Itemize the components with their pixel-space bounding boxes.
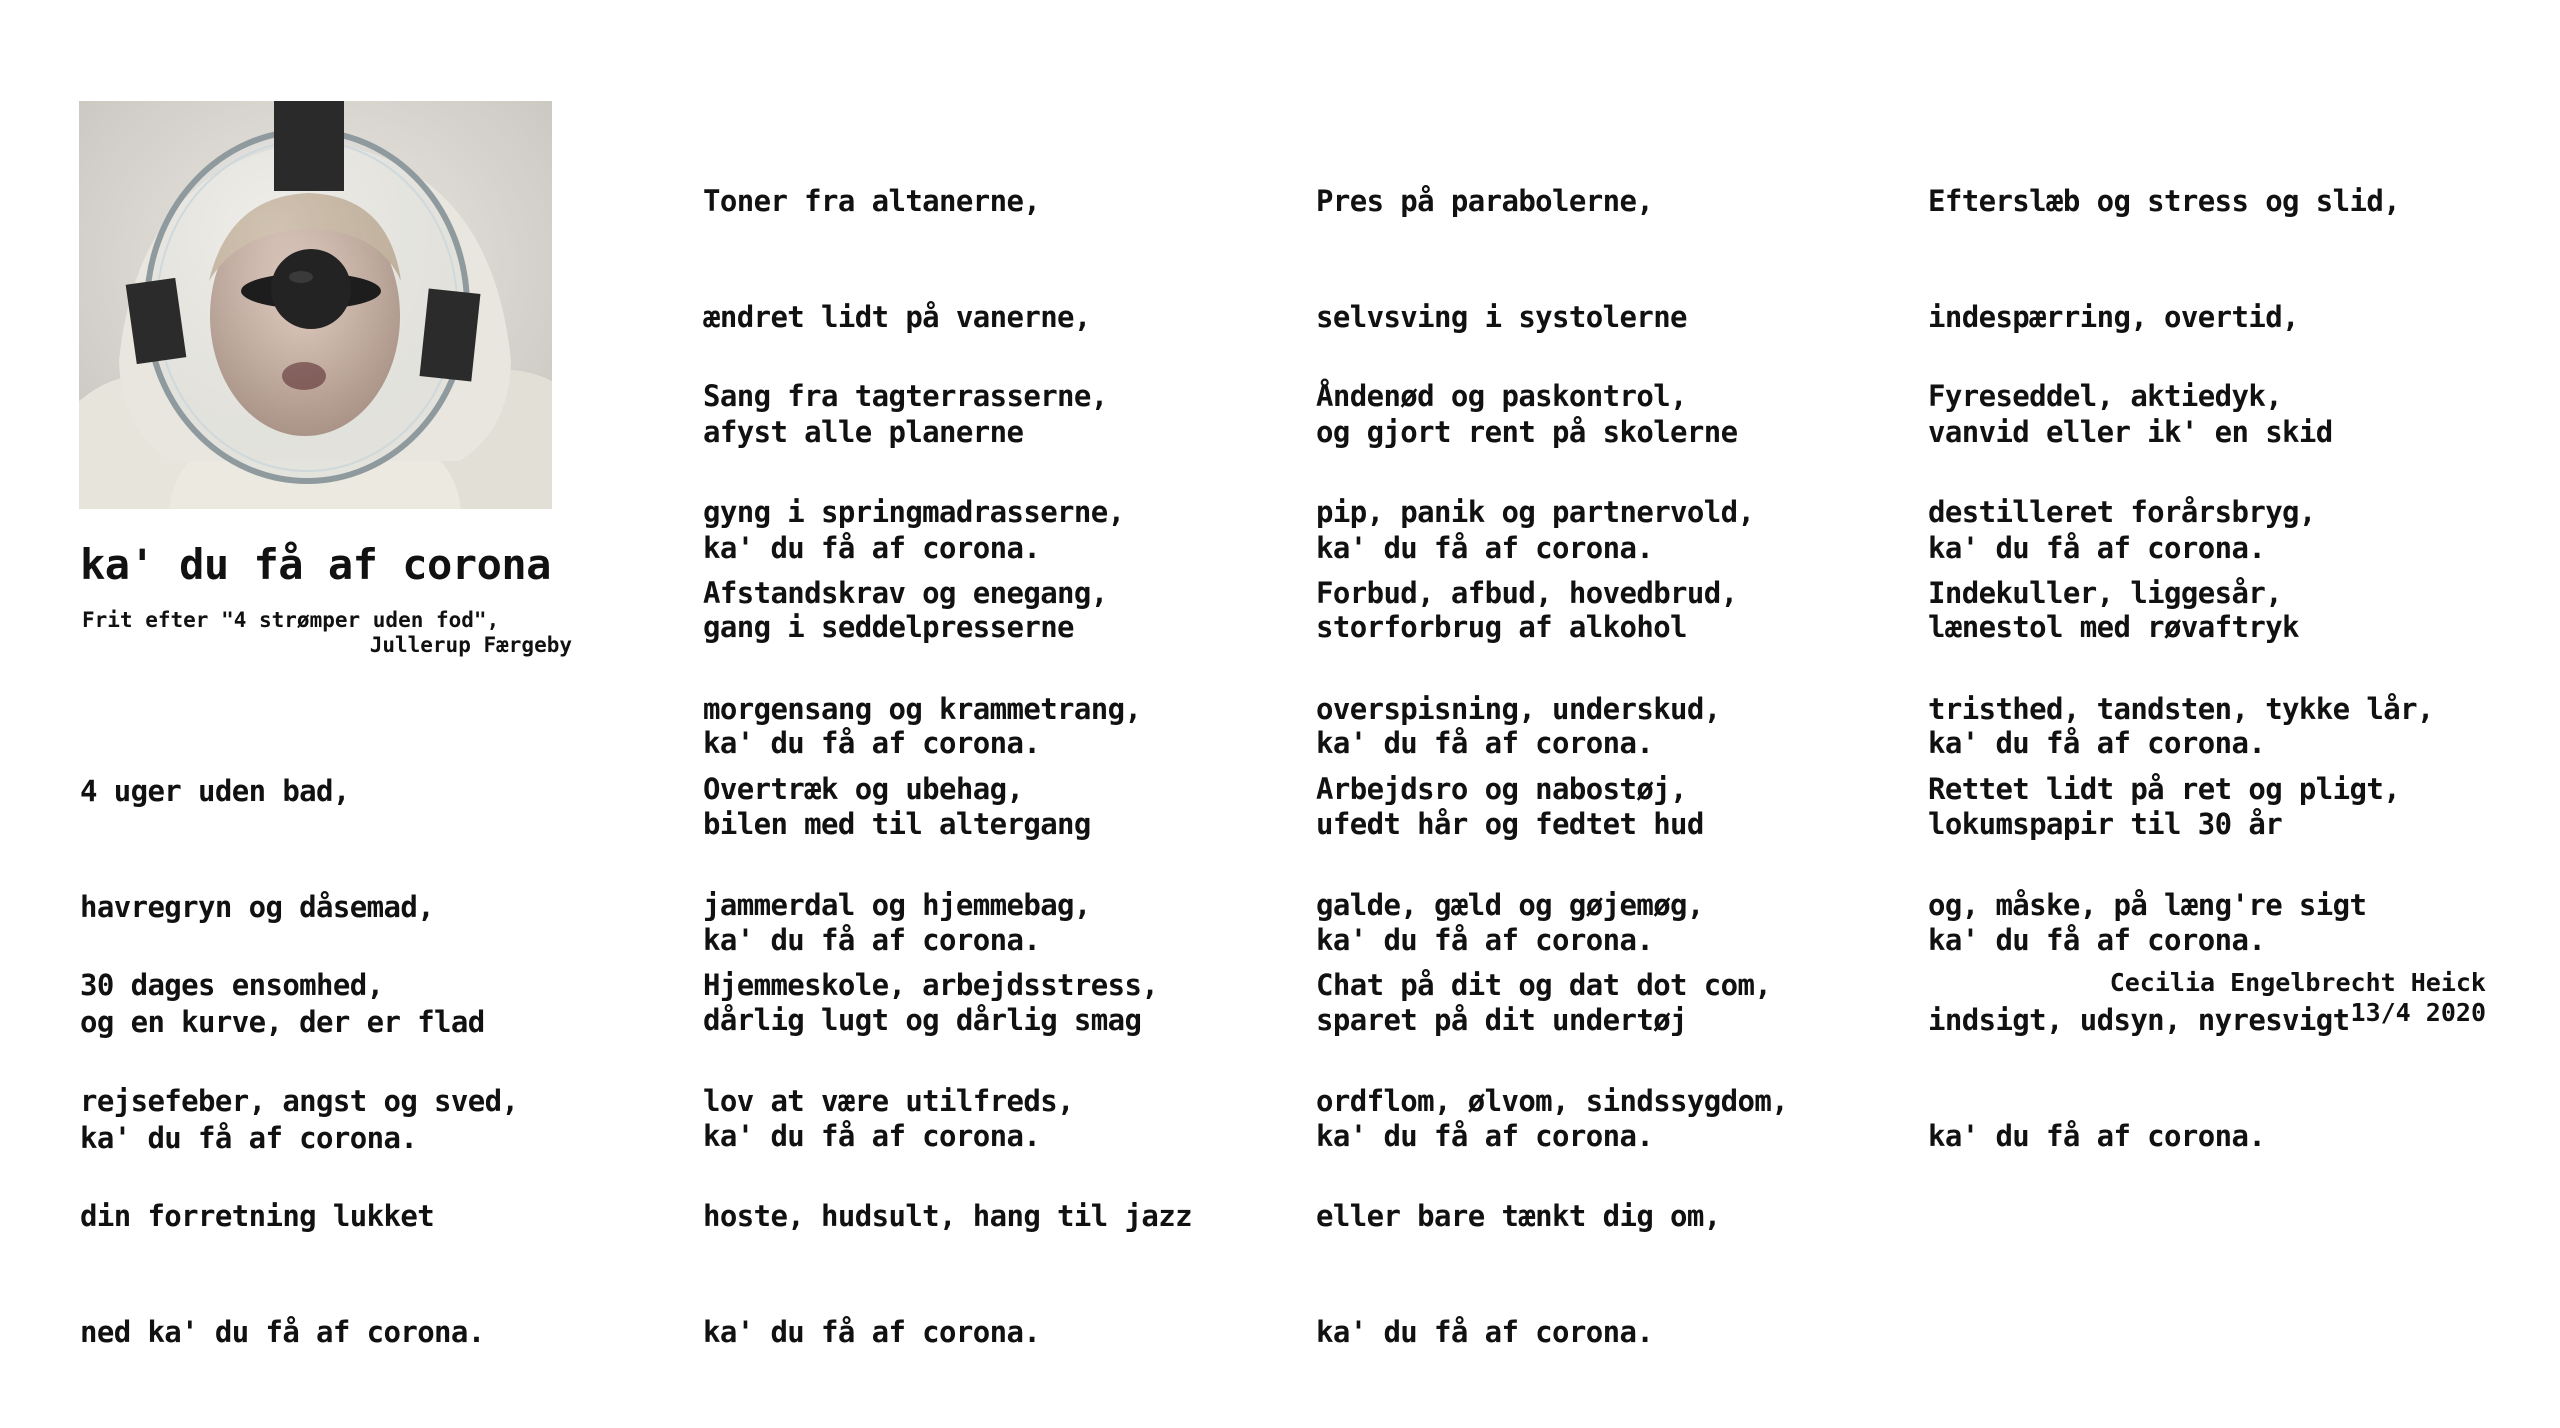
poem-date: 13/4 2020 bbox=[2350, 998, 2486, 1027]
verse-line: Efterslæb og stress og slid, bbox=[1928, 184, 2401, 218]
verse-line: Forbud, afbud, hovedbrud, bbox=[1316, 576, 1738, 610]
verse-line: lokumspapir til 30 år bbox=[1928, 807, 2283, 841]
verse-line: lov at være utilfreds, bbox=[703, 1083, 1074, 1118]
verse-line: indespærring, overtid, bbox=[1928, 299, 2299, 334]
verse-line: Chat på dit og dat dot com, bbox=[1316, 968, 1772, 1002]
verse-line: jammerdal og hjemmebag, bbox=[703, 887, 1091, 922]
stanza bbox=[1928, 693, 2400, 1232]
stanza bbox=[703, 889, 1192, 1428]
verse-line: ka' du få af corona. bbox=[703, 725, 1041, 760]
verse-line: havregryn og dåsemad, bbox=[80, 889, 435, 924]
poem-subtitle bbox=[82, 608, 572, 658]
verse-line: ned ka' du få af corona. bbox=[80, 1314, 485, 1349]
verse-line: overspisning, underskud, bbox=[1316, 691, 1721, 726]
verse-line: afyst alle planerne bbox=[703, 415, 1024, 449]
subtitle-line-1: Frit efter "4 strømper uden fod", bbox=[82, 608, 500, 632]
verse-line: Arbejdsro og nabostøj, bbox=[1316, 772, 1687, 806]
subtitle-line-2: Jullerup Færgeby bbox=[369, 633, 572, 657]
verse-line: selvsving i systolerne bbox=[1316, 299, 1687, 334]
verse-line: ka' du få af corona. bbox=[1316, 530, 1654, 565]
verse-line: ka' du få af corona. bbox=[703, 1118, 1041, 1153]
verse-line: Afstandskrav og enegang, bbox=[703, 576, 1108, 610]
stanza bbox=[80, 889, 518, 1428]
verse-line: sparet på dit undertøj bbox=[1316, 1003, 1687, 1037]
verse-line: Hjemmeskole, arbejdsstress, bbox=[703, 968, 1159, 1002]
verse-line: storforbrug af alkohol bbox=[1316, 610, 1687, 644]
verse-line: Sang fra tagterrasserne, bbox=[703, 379, 1108, 413]
verse-line: ka' du få af corona. bbox=[1316, 1118, 1654, 1153]
verse-line: ka' du få af corona. bbox=[1316, 1314, 1654, 1349]
verse-line: din forretning lukket bbox=[80, 1199, 435, 1233]
verse-line: lænestol med røvaftryk bbox=[1928, 610, 2299, 644]
signature bbox=[2110, 968, 2486, 1028]
verse-line: ka' du få af corona. bbox=[1316, 725, 1654, 760]
verse-line: Fyreseddel, aktiedyk, bbox=[1928, 379, 2283, 413]
person-in-protective-helmet-image bbox=[79, 101, 552, 509]
verse-line: ka' du få af corona. bbox=[1928, 1118, 2266, 1153]
verse-line: gang i seddelpresserne bbox=[703, 610, 1074, 644]
verse-line: Pres på parabolerne, bbox=[1316, 184, 1654, 218]
verse-line: Overtræk og ubehag, bbox=[703, 772, 1024, 806]
verse-line: indsigt, udsyn, nyresvigt bbox=[1928, 1003, 2350, 1037]
verse-line: Rettet lidt på ret og pligt, bbox=[1928, 772, 2401, 806]
verse-line: hoste, hudsult, hang til jazz bbox=[703, 1199, 1192, 1233]
verse-line: morgensang og krammetrang, bbox=[703, 691, 1142, 726]
verse-line: 4 uger uden bad, bbox=[80, 774, 350, 808]
verse-line: ufedt hår og fedtet hud bbox=[1316, 807, 1704, 841]
verse-line: ka' du få af corona. bbox=[1928, 530, 2266, 565]
verse-line: Indekuller, liggesår, bbox=[1928, 576, 2283, 610]
stanza bbox=[1316, 889, 1788, 1428]
verse-line: dårlig lugt og dårlig smag bbox=[703, 1003, 1142, 1037]
verse-line: galde, gæld og gøjemøg, bbox=[1316, 887, 1704, 922]
verse-line: tristhed, tandsten, tykke lår, bbox=[1928, 691, 2434, 726]
verse-line: ka' du få af corona. bbox=[703, 530, 1041, 565]
verse-line: ka' du få af corona. bbox=[1928, 725, 2266, 760]
poem-title: ka' du få af corona bbox=[80, 540, 551, 589]
verse-line: destilleret forårsbryg, bbox=[1928, 494, 2316, 529]
verse-line: og gjort rent på skolerne bbox=[1316, 415, 1738, 449]
verse-line: ordflom, ølvom, sindssygdom, bbox=[1316, 1083, 1789, 1118]
verse-line: gyng i springmadrasserne, bbox=[703, 494, 1125, 529]
verse-line: ka' du få af corona. bbox=[1928, 922, 2266, 957]
verse-line: vanvid eller ik' en skid bbox=[1928, 415, 2333, 449]
verse-line: rejsefeber, angst og sved, bbox=[80, 1083, 519, 1118]
verse-line: ka' du få af corona. bbox=[1316, 922, 1654, 957]
verse-line: bilen med til altergang bbox=[703, 807, 1091, 841]
verse-line: pip, panik og partnervold, bbox=[1316, 494, 1755, 529]
verse-line: Åndenød og paskontrol, bbox=[1316, 379, 1687, 413]
verse-line: 30 dages ensomhed, bbox=[80, 968, 384, 1002]
verse-line: Toner fra altanerne, bbox=[703, 184, 1041, 218]
verse-line: og en kurve, der er flad bbox=[80, 1005, 485, 1039]
verse-line: og, måske, på læng're sigt bbox=[1928, 887, 2367, 922]
verse-line: ka' du få af corona. bbox=[703, 1314, 1041, 1349]
verse-line: ændret lidt på vanerne, bbox=[703, 299, 1091, 334]
verse-line: ka' du få af corona. bbox=[703, 922, 1041, 957]
author-name: Cecilia Engelbrecht Heick bbox=[2109, 968, 2486, 997]
verse-line: ka' du få af corona. bbox=[80, 1120, 418, 1155]
author-photo bbox=[79, 101, 552, 509]
verse-line: eller bare tænkt dig om, bbox=[1316, 1199, 1721, 1233]
